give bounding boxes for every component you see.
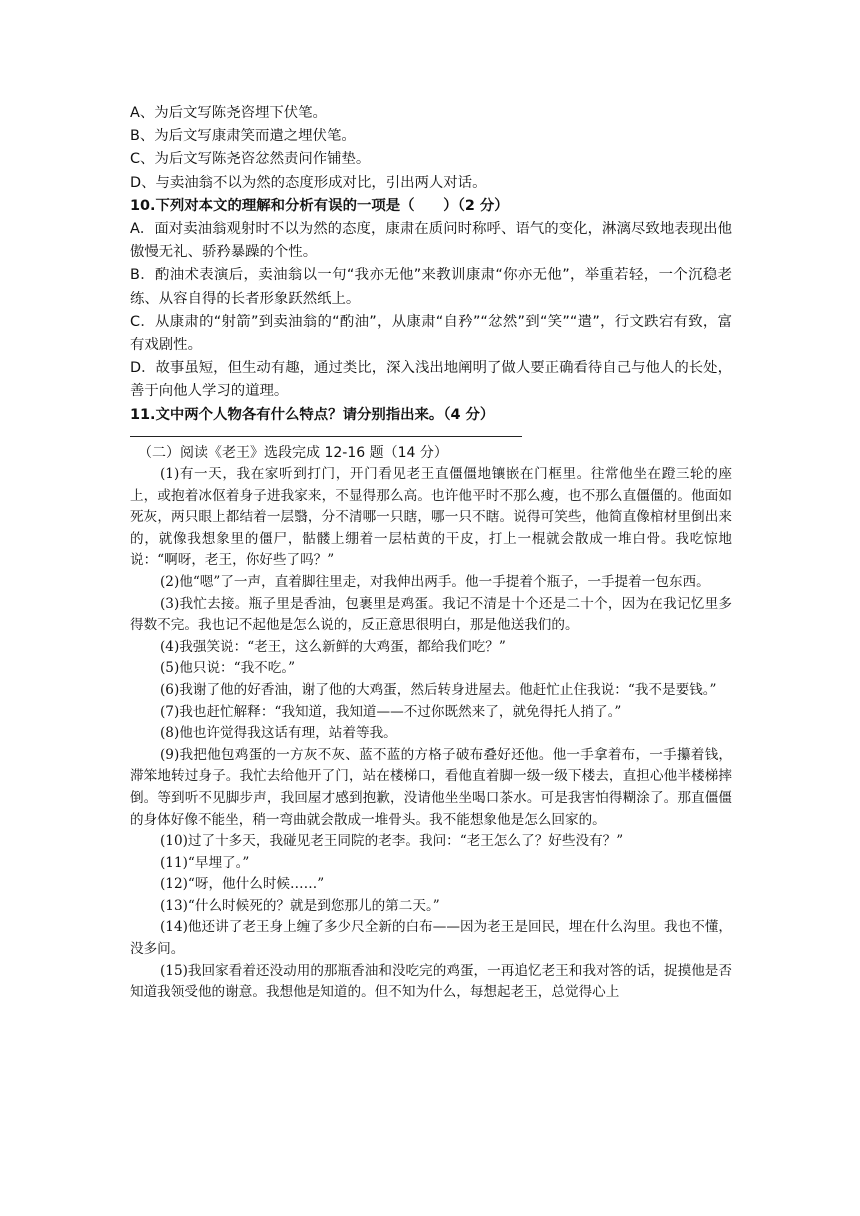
passage-paragraph-15: (15)我回家看着还没动用的那瓶香油和没吃完的鸡蛋，一再追忆老王和我对答的话，捉摸他是否知道我领受他的谢意。我想他是知道的。但不知为什么，每想起老王，总觉得心上 bbox=[130, 962, 732, 1001]
passage-paragraph-8: (8)他也许觉得我这话有理，站着等我。 bbox=[160, 725, 397, 742]
passage-paragraph-14: (14)他还讲了老王身上缠了多少尺全新的白布——因为老王是回民，埋在什么沟里。我也不懂，没多问。 bbox=[130, 919, 732, 958]
q10-stem: 10.下列对本文的理解和分析有误的一项是（ ）（2 分） bbox=[130, 197, 509, 214]
passage-paragraph-2: (2)他“嗯”了一声，直着脚往里走，对我伸出两手。他一手提着个瓶子，一手提着一包东西。 bbox=[160, 573, 710, 590]
q9-option-d: D、与卖油翁不以为然的态度形成对比，引出两人对话。 bbox=[130, 174, 487, 191]
passage-paragraph-7: (7)我也赶忙解释：“我知道，我知道——不过你既然来了，就免得托人捎了。” bbox=[160, 703, 622, 720]
passage-paragraph-4: (4)我强笑说：“老王，这么新鲜的大鸡蛋，都给我们吃？” bbox=[160, 638, 506, 655]
passage-paragraph-9: (9)我把他包鸡蛋的一方灰不灰、蓝不蓝的方格子破布叠好还他。他一手拿着布，一手攥着钱，滞笨地转过身子。我忙去给他开了门，站在楼梯口，看他直着脚一级一级下楼去，直担心他半楼梯摔倒。等到听不见脚步声，我回屋才感到抱歉，没请他坐坐喝口茶水。可是我害怕得糊涂了。那直僵僵的身体好像不能坐，稍一弯曲就会散成一堆骨头。我不能想象他是怎么回家的。 bbox=[130, 746, 732, 828]
passage-paragraph-5: (5)他只说：“我不吃。” bbox=[160, 660, 296, 677]
passage-paragraph-11: (11)“早埋了。” bbox=[160, 854, 250, 871]
q9-option-c: C、为后文写陈尧咨忿然责问作铺垫。 bbox=[130, 151, 371, 168]
passage-paragraph-3: (3)我忙去接。瓶子里是香油，包裹里是鸡蛋。我记不清是十个还是二十个，因为在我记忆里多得数不完。我也记不起他是怎么说的，反正意思很明白，那是他送我们的。 bbox=[130, 595, 732, 634]
passage-block bbox=[130, 443, 732, 1004]
q10-option-d: D．故事虽短，但生动有趣，通过类比，深入浅出地阐明了做人要正确看待自己与他人的长处，善于向他人学习的道理。 bbox=[130, 360, 732, 400]
passage-paragraph-1: (1)有一天，我在家听到打门，开门看见老王直僵僵地镶嵌在门框里。往常他坐在蹬三轮的座上，或抱着冰伛着身子进我家来，不显得那么高。也许他平时不那么瘦，也不那么直僵僵的。他面如死灰，两只眼上都结着一层翳，分不清哪一只瞎，哪一只不瞎。说得可笑些，他简直像棺材里倒出来的，就像我想象里的僵尸，骷髅上绷着一层枯黄的干皮，打上一棍就会散成一堆白骨。我吃惊地说：“啊呀，老王，你好些了吗？” bbox=[130, 466, 732, 569]
section-title: （二）阅读《老王》选段完成 12-16 题（14 分） bbox=[138, 445, 448, 461]
q9-option-a: A、为后文写陈尧咨埋下伏笔。 bbox=[130, 105, 327, 121]
q11-stem: 11.文中两个人物各有什么特点？请分别指出来。（4 分） bbox=[130, 406, 495, 423]
q9-option-b: B、为后文写康肃笑而遣之埋伏笔。 bbox=[130, 128, 356, 145]
passage-paragraph-12: (12)“呀，他什么时候……” bbox=[160, 876, 325, 893]
passage-paragraph-10: (10)过了十多天，我碰见老王同院的老李。我问：“老王怎么了？好些没有？” bbox=[160, 833, 624, 850]
question-block bbox=[130, 102, 732, 427]
answer-blank-line[interactable] bbox=[130, 436, 522, 437]
passage-paragraph-6: (6)我谢了他的好香油，谢了他的大鸡蛋，然后转身进屋去。他赶忙止住我说：“我不是要钱。” bbox=[160, 681, 717, 698]
passage-paragraph-13: (13)“什么时候死的？就是到您那儿的第二天。” bbox=[160, 897, 440, 914]
q10-option-c: C．从康肃的“射箭”到卖油翁的“酌油”，从康肃“自矜”“忿然”到“笑”“遣”，行文跌宕有致，富有戏剧性。 bbox=[130, 313, 732, 353]
q10-option-a: A．面对卖油翁观射时不以为然的态度，康肃在质问时称呼、语气的变化，淋漓尽致地表现出他傲慢无礼、骄矜暴躁的个性。 bbox=[130, 220, 732, 261]
q10-option-b: B．酌油术表演后，卖油翁以一句“我亦无他”来教训康肃“你亦无他”，举重若轻，一个沉稳老练、从容自得的长者形象跃然纸上。 bbox=[130, 267, 732, 307]
